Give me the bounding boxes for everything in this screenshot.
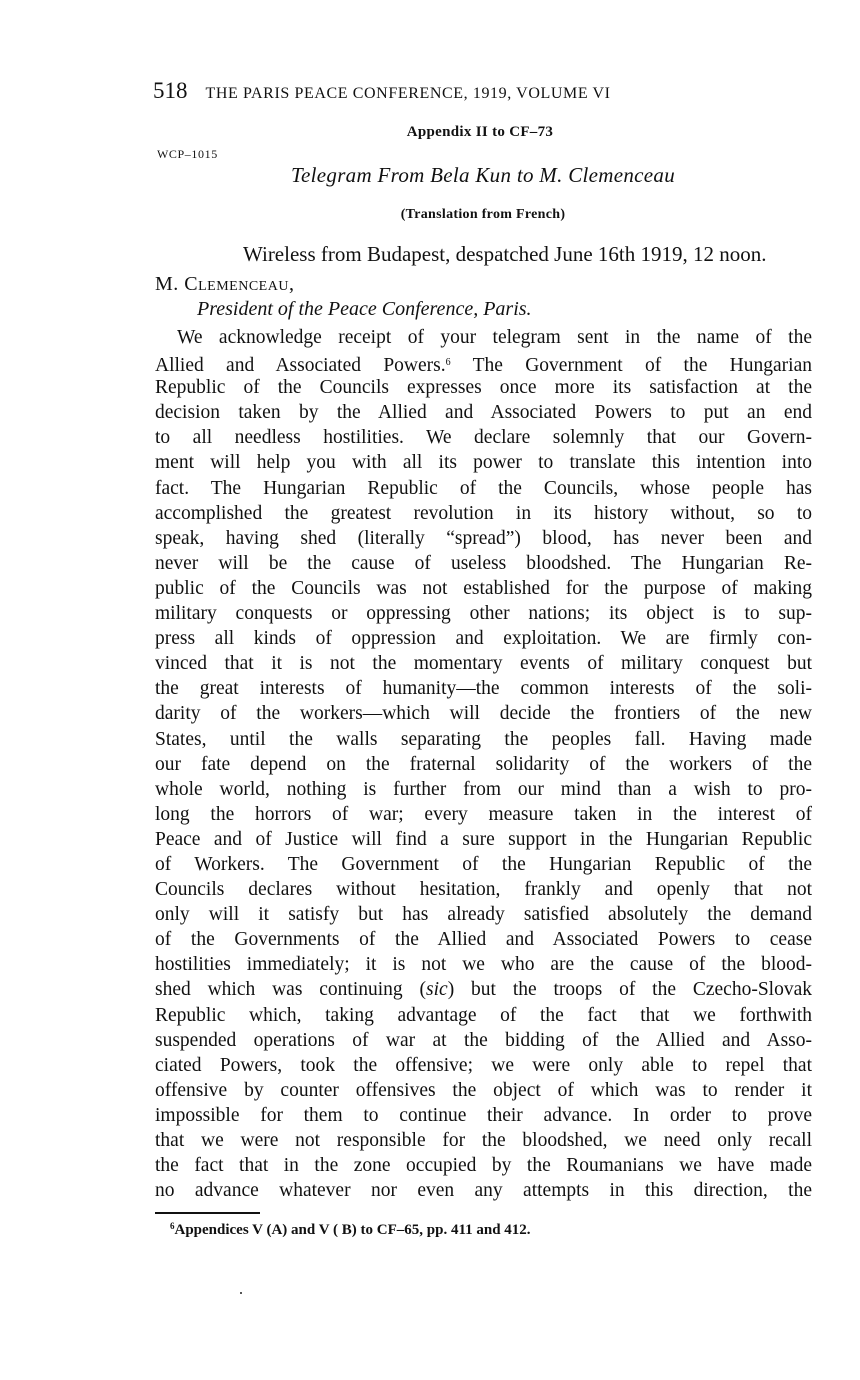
body-line: of Workers. The Government of the Hungarian Republic of the: [155, 853, 812, 875]
body-line: Councils declares without hesitation, frankly and openly that not: [155, 879, 812, 901]
body-line: the great interests of humanity—the common interests of the soli-: [155, 678, 812, 700]
body-line: Allied and Associated Powers.$^6$ The Government of the Hungarian: [155, 355, 812, 377]
telegram-body: [155, 325, 812, 1203]
body-line: Peace and of Justice will find a sure support in the Hungarian Republic: [155, 828, 812, 850]
scan-speck: [240, 1292, 242, 1294]
body-line: impossible for them to continue their advance. In order to prove: [155, 1104, 812, 1126]
body-line: offensive by counter offensives the object of which was to render it: [155, 1079, 812, 1101]
sic-annotation: sic: [426, 979, 448, 1001]
body-line: long the horrors of war; every measure taken in the interest of: [155, 803, 812, 825]
appendix-heading: Appendix II to CF–73: [406, 124, 554, 140]
body-line: hostilities immediately; it is not we who are the cause of the blood-: [155, 954, 812, 976]
running-title: THE PARIS PEACE CONFERENCE, 1919, VOLUME VI: [205, 85, 611, 102]
body-line: the fact that in the zone occupied by the Roumanians we have made: [155, 1155, 812, 1177]
addressee-name: M. Clemenceau,: [155, 273, 295, 295]
translation-note: (Translation from French): [400, 207, 566, 222]
body-line: to all needless hostilities. We declare solemnly that our Govern-: [155, 427, 812, 449]
footnote-text: Appendices V (A) and V ( B) to CF–65, pp. 411 and 412.: [174, 1222, 531, 1238]
body-line: accomplished the greatest revolution in its history without, so to: [155, 502, 812, 524]
body-line: that we were not responsible for the bloodshed, we need only recall: [155, 1130, 812, 1151]
document-id: WCP–1015: [157, 147, 218, 161]
body-line: darity of the workers—which will decide the frontiers of the new: [155, 703, 812, 725]
body-line: Republic of the Councils expresses once more its satisfaction at the: [155, 377, 812, 399]
body-line: speak, having shed (literally “spread”) blood, has never been and: [155, 527, 812, 549]
body-line: vinced that it is not the momentary events of military conquest but: [155, 653, 812, 675]
body-line: whole world, nothing is further from our mind than a wish to pro-: [155, 778, 812, 800]
footnote-mark: 6: [170, 1221, 175, 1231]
body-line: We acknowledge receipt of your telegram sent in the name of the: [177, 327, 812, 348]
body-line: public of the Councils was not established for the purpose of making: [155, 577, 812, 599]
body-line: never will be the cause of useless bloodshed. The Hungarian Re-: [155, 552, 812, 574]
page-number: 518: [153, 78, 188, 103]
running-header: [153, 78, 733, 104]
addressee-title: President of the Peace Conference, Paris.: [197, 298, 532, 320]
body-line: military conquests or oppressing other nations; its object is to sup-: [155, 603, 812, 625]
body-line: Republic which, taking advantage of the fact that we forthwith: [155, 1004, 812, 1026]
body-line: shed which was continuing (sic) but the troops of the Czecho-Slovak: [155, 979, 812, 1001]
body-line: fact. The Hungarian Republic of the Councils, whose people has: [155, 477, 812, 499]
body-line: decision taken by the Allied and Associated Powers to put an end: [155, 402, 812, 424]
body-line: of the Governments of the Allied and Associated Powers to cease: [155, 929, 812, 951]
body-line: ment will help you with all its power to translate this intention into: [155, 452, 812, 474]
body-line: only will it satisfy but has already satisfied absolutely the demand: [155, 904, 812, 926]
body-line: our fate depend on the fraternal solidarity of the workers of the: [155, 753, 812, 775]
body-line: no advance whatever nor even any attempts in this direction, the: [155, 1180, 812, 1202]
document-title: Telegram From Bela Kun to M. Clemenceau: [290, 163, 675, 187]
footnote: [170, 1221, 531, 1239]
body-line: press all kinds of oppression and exploitation. We are firmly con-: [155, 628, 812, 650]
dateline: Wireless from Budapest, despatched June 16th 1919, 12 noon.: [243, 242, 767, 266]
body-line: suspended operations of war at the bidding of the Allied and Asso-: [155, 1029, 812, 1051]
footnote-divider: [155, 1212, 260, 1214]
footnote-reference: 6: [445, 357, 451, 369]
body-line: States, until the walls separating the peoples fall. Having made: [155, 728, 812, 750]
body-line: ciated Powers, took the offensive; we were only able to repel that: [155, 1054, 812, 1076]
